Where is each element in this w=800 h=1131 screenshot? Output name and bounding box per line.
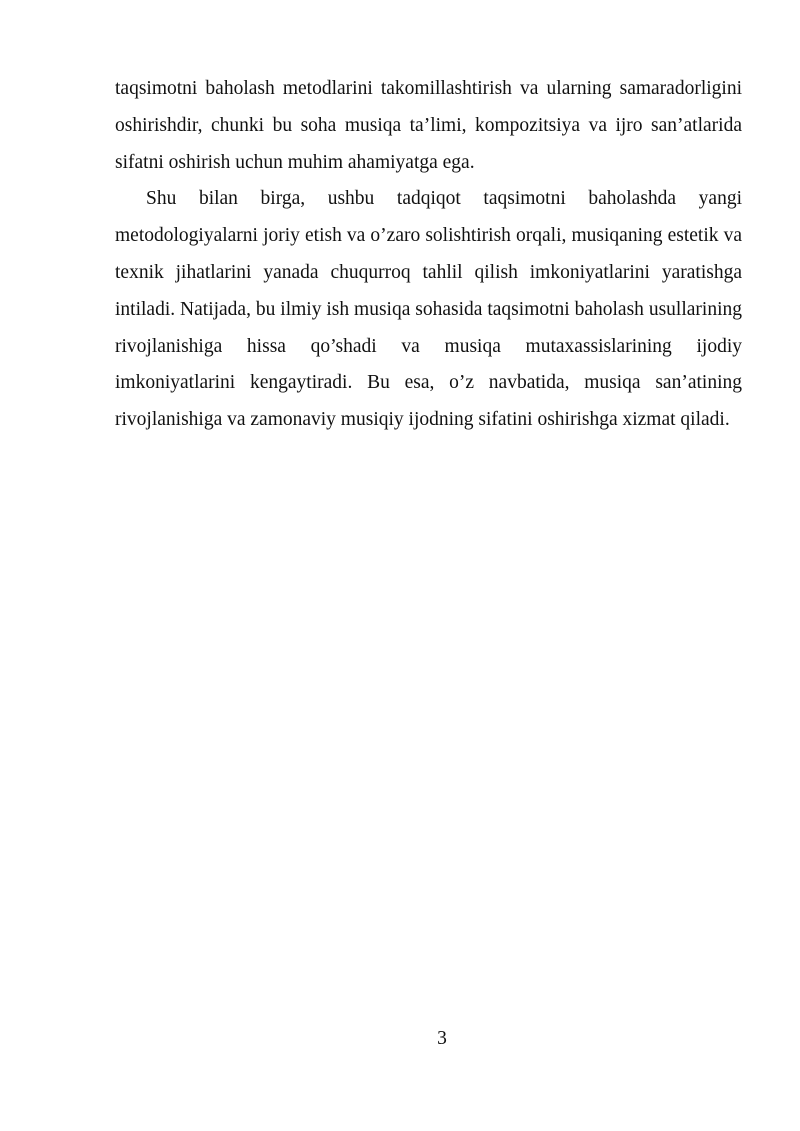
paragraph-main: Shu bilan birga, ushbu tadqiqot taqsimotni baholashda yangi metodologiyalarni joriy etish va o’zaro solishtirish orqali, musiqaning estetik va texnik jihatlarini yanada chuqurroq tahlil qilish imkoniyatlarini yaratishga intiladi. Natijada, bu ilmiy ish musiqa sohasida taqsimotni baholash usullarining rivojlanishiga hissa qo’shadi va musiqa mutaxassislarining ijodiy imkoniyatlarini kengaytiradi. Bu esa, o’z navbatida, musiqa san’atining rivojlanishiga va zamonaviy musiqiy ijodning sifatini oshirishga xizmat qiladi. [115,188,742,431]
page-number: 3 [437,1028,447,1049]
page-body [115,71,742,439]
paragraph-continuation: taqsimotni baholash metodlarini takomillashtirish va ularning samaradorligini oshirishdir, chunki bu soha musiqa ta’limi, kompozitsiya va ijro san’atlarida sifatni oshirish uchun muhim ahamiyatga ega. [115,78,742,173]
